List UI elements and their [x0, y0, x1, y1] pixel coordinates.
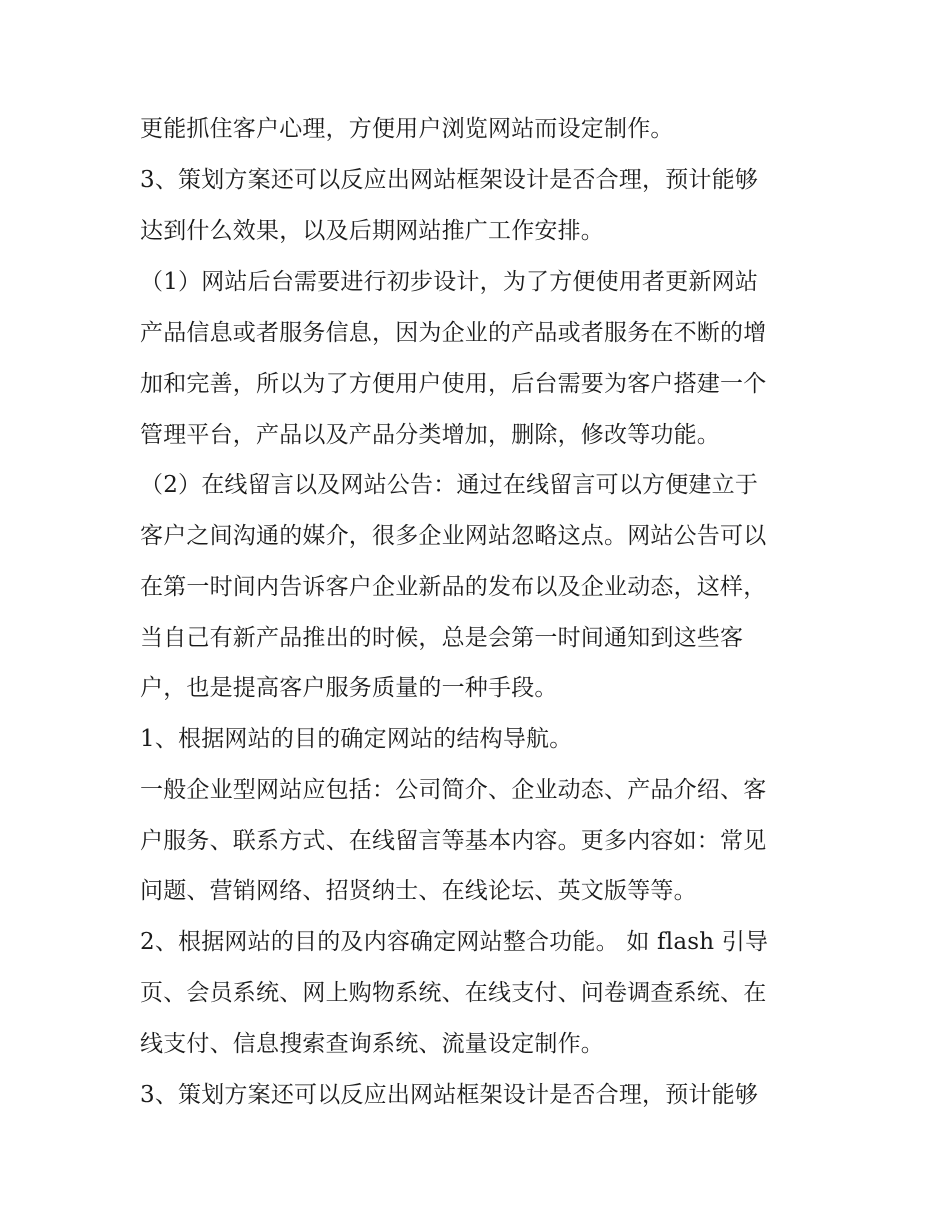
- text-line-4: （1）网站后台需要进行初步设计，为了方便使用者更新网站: [140, 269, 759, 295]
- text-line-13: 1、根据网站的目的确定网站的结构导航。: [140, 726, 573, 752]
- text-line-1: 更能抓住客户心理，方便用户浏览网站而设定制作。: [140, 116, 674, 142]
- text-line-10: 在第一时间内告诉客户企业新品的发布以及企业动态，这样，: [140, 574, 767, 600]
- text-line-9: 客户之间沟通的媒介，很多企业网站忽略这点。网站公告可以: [140, 523, 767, 549]
- text-line-12: 户，也是提高客户服务质量的一种手段。: [140, 675, 558, 701]
- text-line-7: 管理平台，产品以及产品分类增加，删除，修改等功能。: [140, 422, 720, 448]
- text-line-11: 当自己有新产品推出的时候，总是会第一时间通知到这些客: [140, 625, 744, 651]
- text-line-6: 加和完善，所以为了方便用户使用，后台需要为客户搭建一个: [140, 371, 767, 397]
- text-line-19: 线支付、信息搜索查询系统、流量设定制作。: [140, 1031, 604, 1057]
- text-line-8: （2）在线留言以及网站公告：通过在线留言可以方便建立于: [140, 472, 759, 498]
- text-line-17: 2、根据网站的目的及内容确定网站整合功能。 如 flash 引导: [140, 929, 769, 955]
- text-line-16: 问题、营销网络、招贤纳士、在线论坛、英文版等等。: [140, 878, 697, 904]
- text-line-14: 一般企业型网站应包括：公司简介、企业动态、产品介绍、客: [140, 777, 767, 803]
- text-line-15: 户服务、联系方式、在线留言等基本内容。更多内容如：常见: [140, 828, 767, 854]
- text-line-3: 达到什么效果，以及后期网站推广工作安排。: [140, 218, 604, 244]
- text-line-5: 产品信息或者服务信息，因为企业的产品或者服务在不断的增: [140, 320, 767, 346]
- text-line-18: 页、会员系统、网上购物系统、在线支付、问卷调查系统、在: [140, 980, 767, 1006]
- text-line-20: 3、策划方案还可以反应出网站框架设计是否合理，预计能够: [140, 1082, 759, 1108]
- text-line-2: 3、策划方案还可以反应出网站框架设计是否合理，预计能够: [140, 167, 759, 193]
